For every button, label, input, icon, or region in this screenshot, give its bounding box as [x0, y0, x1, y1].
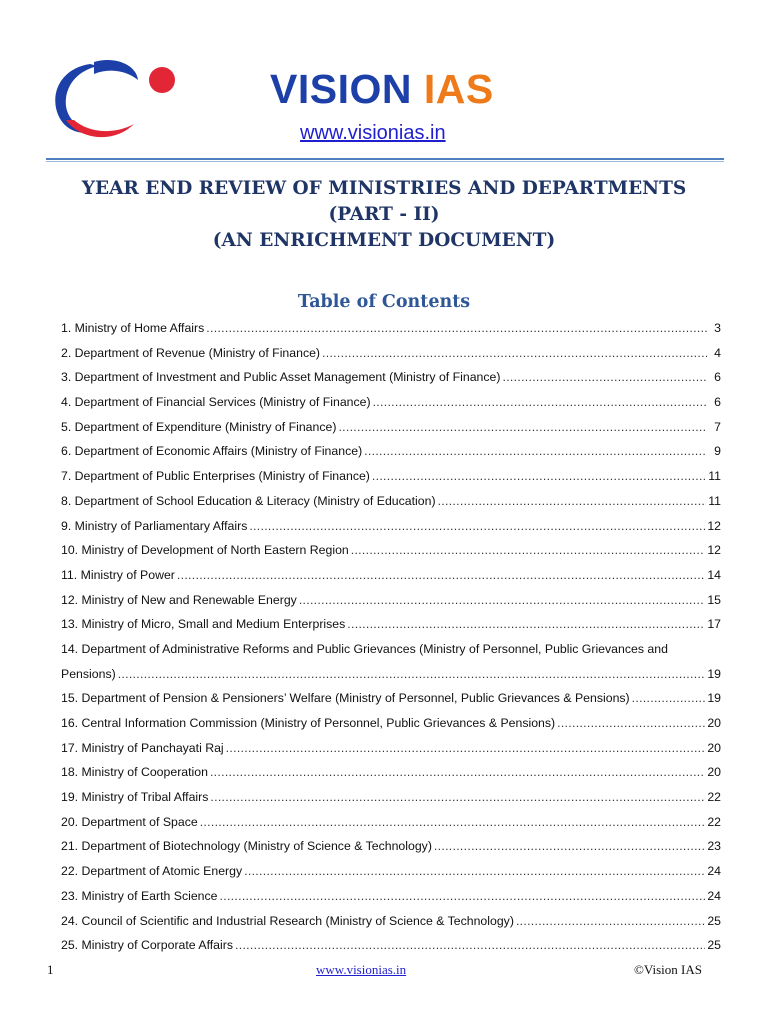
toc-page-number: 11 [708, 493, 721, 508]
toc-entry-text: 1. Ministry of Home Affairs [61, 321, 205, 335]
toc-leader-dots [557, 711, 705, 736]
toc-leader-dots [226, 736, 706, 761]
toc-page-number: 19 [707, 666, 721, 681]
toc-leader-dots [249, 514, 705, 539]
toc-entry-text: 7. Department of Public Enterprises (Ministry of Finance) [61, 469, 370, 484]
toc-entry-text: 17. Ministry of Panchayati Raj [61, 740, 224, 755]
toc-entry-text: 24. Council of Scientific and Industrial Research (Ministry of Science & Technology) [61, 913, 514, 928]
brand-name [270, 66, 494, 113]
toc-entry[interactable] [61, 810, 721, 835]
toc-entry[interactable] [61, 933, 721, 958]
toc-leader-dots [235, 933, 705, 958]
brand-ias: IAS [423, 66, 494, 112]
toc-page-number: 9 [714, 444, 721, 459]
toc-entry[interactable] [61, 439, 721, 464]
toc-entry[interactable] [61, 341, 721, 366]
toc-leader-dots [210, 760, 705, 785]
toc-entry-text: 5. Department of Expenditure (Ministry of Finance) [61, 419, 337, 434]
toc-page-number: 3 [714, 321, 721, 335]
document-title [0, 176, 768, 254]
toc-page-number: 14 [707, 567, 721, 582]
toc-entry-text: 19. Ministry of Tribal Affairs [61, 790, 209, 805]
toc-entry-text: 11. Ministry of Power [61, 567, 175, 582]
toc-entry-text: 21. Department of Biotechnology (Ministry of Science & Technology) [61, 839, 432, 854]
toc-entry[interactable] [61, 859, 721, 884]
toc-entry[interactable] [61, 316, 721, 341]
toc-entry[interactable] [61, 612, 721, 637]
toc-page-number: 24 [707, 864, 721, 879]
toc-page-number: 20 [707, 716, 721, 730]
toc-page-number: 17 [707, 617, 721, 632]
toc-entry[interactable] [61, 365, 721, 390]
toc-leader-dots [347, 612, 705, 637]
toc-leader-dots [338, 415, 707, 440]
toc-entry[interactable] [61, 538, 721, 563]
toc-page-number: 25 [707, 938, 721, 953]
toc-page-number: 7 [714, 419, 721, 434]
toc-entry[interactable] [61, 909, 721, 934]
toc-page-number: 22 [707, 790, 721, 805]
toc-entry-text: 4. Department of Financial Services (Ministry of Finance) [61, 395, 371, 410]
toc-leader-dots [438, 489, 707, 514]
toc-entry-text: 9. Ministry of Parliamentary Affairs [61, 518, 248, 533]
toc-entry[interactable] [61, 415, 721, 440]
toc-entry-text: 16. Central Information Commission (Ministry of Personnel, Public Grievances & Pensions) [61, 716, 556, 730]
toc-page-number: 15 [707, 592, 721, 607]
toc-leader-dots [322, 341, 707, 366]
toc-entry[interactable] [61, 514, 721, 539]
toc-page-number: 6 [714, 395, 721, 410]
toc-entry-text: 12. Ministry of New and Renewable Energy [61, 592, 297, 607]
toc-leader-dots [244, 859, 705, 884]
toc-entry[interactable] [61, 686, 721, 711]
toc-page-number: 11 [708, 469, 721, 484]
toc-entry-text: 13. Ministry of Micro, Small and Medium Enterprises [61, 617, 346, 632]
toc-page-number: 12 [707, 543, 721, 558]
toc-leader-dots [220, 884, 706, 909]
title-line-2: (PART - II) [328, 204, 440, 225]
toc-entry[interactable] [61, 662, 721, 687]
toc-entry-text: 10. Ministry of Development of North Eastern Region [61, 543, 349, 558]
toc-entry-text: 23. Ministry of Earth Science [61, 888, 218, 903]
toc-entry[interactable] [61, 834, 721, 859]
toc-entry[interactable] [61, 390, 721, 415]
toc-entry[interactable] [61, 736, 721, 761]
toc-entry-text: 6. Department of Economic Affairs (Ministry of Finance) [61, 444, 363, 459]
toc-leader-dots [364, 439, 707, 464]
toc-leader-dots [177, 563, 705, 588]
toc-entry-text: 15. Department of Pension & Pensioners’ Welfare (Ministry of Personnel, Public Grievances & Pensions) [61, 691, 630, 706]
toc-page-number: 22 [707, 814, 721, 829]
toc-leader-dots [372, 464, 706, 489]
toc-entry-text: 25. Ministry of Corporate Affairs [61, 938, 234, 953]
toc-leader-dots [516, 909, 705, 934]
toc-entry-text: 20. Department of Space [61, 814, 198, 829]
footer-website-link[interactable]: www.visionias.in [316, 962, 407, 977]
toc-entry-line[interactable] [61, 637, 721, 662]
toc-entry-text: 14. Department of Administrative Reforms and Public Grievances (Ministry of Personnel, Public Grievances and [61, 641, 668, 656]
toc-leader-dots [206, 316, 707, 341]
toc-entry[interactable] [61, 711, 721, 736]
toc-leader-dots [200, 810, 706, 835]
page-footer [0, 962, 768, 982]
title-line-1: YEAR END REVIEW OF MINISTRIES AND DEPARTMENTS [81, 178, 687, 199]
toc-entry-text: 18. Ministry of Cooperation [61, 765, 208, 780]
toc-page-number: 4 [714, 345, 721, 360]
toc-page-number: 20 [707, 765, 721, 780]
toc-heading: Table of Contents [297, 292, 471, 312]
header-divider [46, 158, 724, 160]
table-of-contents [61, 316, 721, 958]
header-divider-thin [46, 161, 724, 162]
toc-leader-dots [118, 662, 706, 687]
toc-entry-text: 2. Department of Revenue (Ministry of Finance) [61, 345, 321, 360]
toc-leader-dots [434, 834, 705, 859]
toc-page-number: 25 [707, 913, 721, 928]
toc-entry-text: 8. Department of School Education & Literacy (Ministry of Education) [61, 493, 436, 508]
toc-entry-text-continued: Pensions) [61, 666, 116, 681]
toc-leader-dots [502, 365, 707, 390]
toc-entry[interactable] [61, 785, 721, 810]
toc-page-number: 23 [707, 839, 721, 854]
brand-vision: VISION [270, 66, 412, 112]
toc-entry[interactable] [61, 489, 721, 514]
toc-page-number: 20 [707, 740, 721, 755]
toc-page-number: 6 [714, 370, 721, 385]
footer-copyright: ©Vision IAS [634, 962, 702, 977]
toc-leader-dots [299, 588, 706, 613]
toc-entry-text: 3. Department of Investment and Public Asset Management (Ministry of Finance) [61, 370, 501, 385]
title-line-3: (AN ENRICHMENT DOCUMENT) [212, 230, 556, 251]
footer-page-number: 1 [47, 962, 54, 977]
toc-leader-dots [351, 538, 706, 563]
website-link[interactable]: www.visionias.in [300, 122, 446, 144]
toc-leader-dots [373, 390, 707, 415]
toc-leader-dots [632, 686, 706, 711]
toc-page-number: 24 [707, 888, 721, 903]
toc-page-number: 19 [707, 691, 721, 706]
toc-entry[interactable] [61, 760, 721, 785]
toc-entry[interactable] [61, 563, 721, 588]
toc-page-number: 12 [707, 518, 721, 533]
toc-entry[interactable] [61, 464, 721, 489]
toc-entry-text: 22. Department of Atomic Energy [61, 864, 243, 879]
toc-entry[interactable] [61, 588, 721, 613]
toc-leader-dots [210, 785, 705, 810]
vision-ias-logo [50, 58, 178, 148]
toc-entry[interactable] [61, 884, 721, 909]
